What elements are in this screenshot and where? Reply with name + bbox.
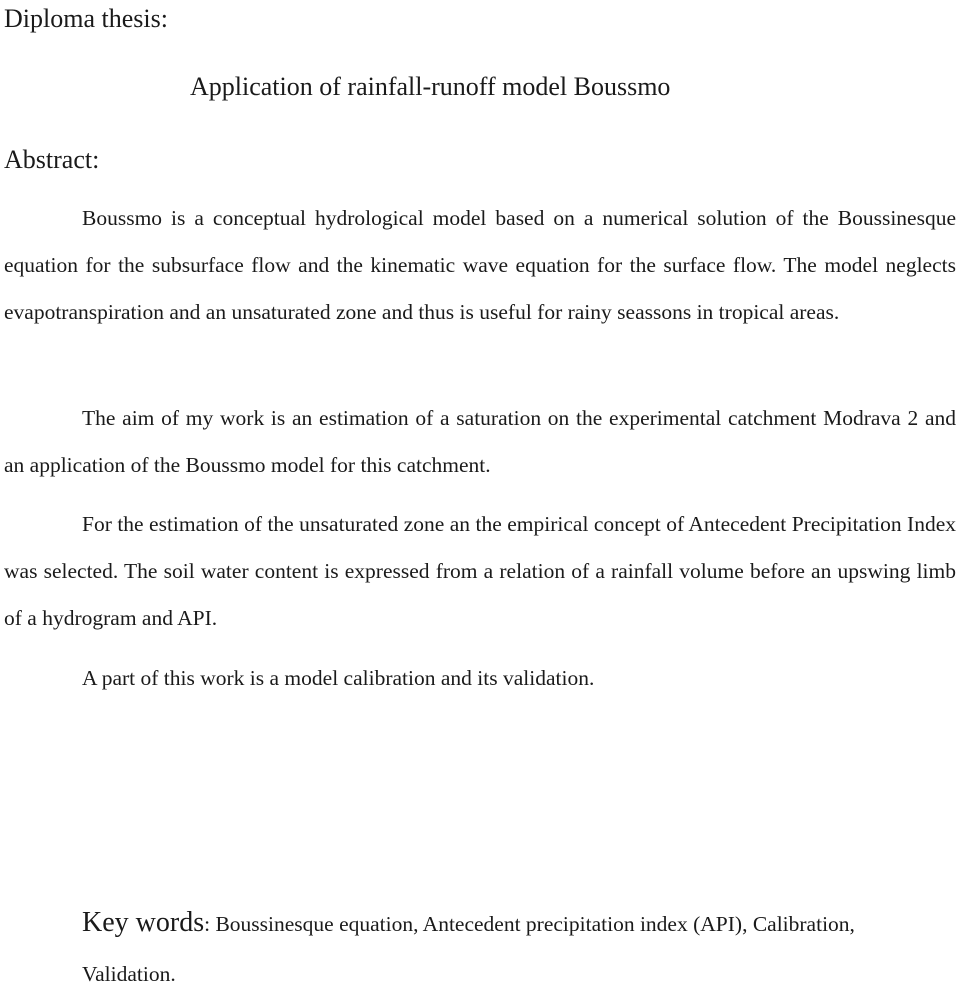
- keywords-label: Key words: [82, 907, 205, 938]
- abstract-paragraph-text: Boussmo is a conceptual hydrological model based on a numerical solution of the Boussinesque equation for the subsurface flow and the kinematic wave equation for the surface flow. The model neglects evapotranspiration and an unsaturated zone and thus is useful for rainy seassons in tropical areas.: [4, 206, 956, 324]
- abstract-paragraph-text: For the estimation of the unsaturated zone an the empirical concept of Antecedent Precipitation Index was selected. The soil water content is expressed from a relation of a rainfall volume before an upswing limb of a hydrogram and API.: [4, 512, 956, 630]
- keywords-section: [82, 898, 942, 999]
- abstract-heading: Abstract:: [4, 145, 100, 174]
- abstract-paragraph-3: [4, 501, 956, 642]
- abstract-paragraph-4: [4, 655, 956, 702]
- thesis-title: Application of rainfall-runoff model Boussmo: [190, 72, 671, 101]
- abstract-paragraph-1: [4, 195, 956, 336]
- document-type-label: Diploma thesis:: [4, 4, 168, 33]
- abstract-paragraph-text: A part of this work is a model calibration and its validation.: [82, 666, 595, 690]
- abstract-paragraph-2: [4, 395, 956, 489]
- keywords-text: : Boussinesque equation, Antecedent precipitation index (API), Calibration, Validation.: [82, 912, 855, 986]
- abstract-paragraph-text: The aim of my work is an estimation of a saturation on the experimental catchment Modrava 2 and an application of the Boussmo model for this catchment.: [4, 406, 956, 477]
